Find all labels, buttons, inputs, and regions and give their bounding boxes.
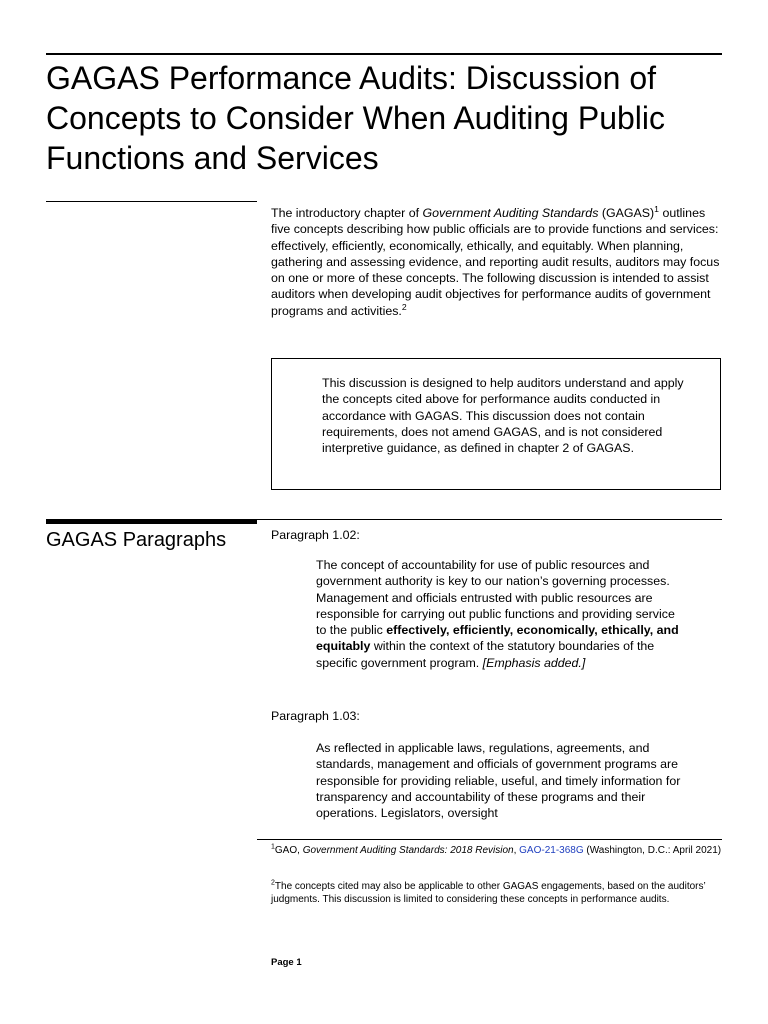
disclaimer-text: This discussion is designed to help auditors understand and apply the concepts cited above for performance audits conducted in accordance with GAGAS. This discussion does not contain requirements, does not amend GAGAS, and is not considered interpretive guidance, as defined in chapter 2 of GAGAS. <box>322 376 684 456</box>
disclaimer-callout-box <box>271 358 721 490</box>
section-thick-rule <box>46 519 257 524</box>
paragraph-quote-1-03: As reflected in applicable laws, regulations, agreements, and standards, management and officials of government programs are responsible for providing reliable, useful, and timely information for transparency and accountability of these programs and their operations. Legislators, oversight <box>316 741 681 821</box>
document-title: GAGAS Performance Audits: Discussion of Concepts to Consider When Auditing Public Functions and Services <box>46 60 666 176</box>
section-heading: GAGAS Paragraphs <box>46 529 227 551</box>
intro-text-start: The introductory chapter of <box>271 206 423 220</box>
quote-1-02-emphasis: effectively, efficiently, economically, ethically, and equitably <box>316 623 679 654</box>
footnote-2-number: 2 <box>271 879 275 887</box>
intro-italic-title: Government Auditing Standards <box>422 206 599 220</box>
section-top-rule <box>257 519 722 520</box>
intro-text-gagas: (GAGAS) <box>598 206 655 220</box>
intro-paragraph <box>271 205 726 319</box>
title-top-rule <box>46 53 722 55</box>
paragraph-label-1-03: Paragraph 1.03: <box>271 709 360 723</box>
footnote-1-text-after: (Washington, D.C.: April 2021) <box>583 845 722 856</box>
footnote-ref-2[interactable]: 2 <box>401 301 407 312</box>
footnote-1-number: 1 <box>271 843 275 851</box>
quote-1-02-emphasis-note: [Emphasis added.] <box>482 655 586 670</box>
footnote-2-text: The concepts cited may also be applicable to other GAGAS engagements, based on the auditors’ judgments. This discussion is limited to considering these concepts in performance audits. <box>271 881 706 905</box>
paragraph-quote-1-02 <box>316 557 686 671</box>
quote-1-02-text-after: within the context of the statutory boundaries of the specific government program. <box>316 639 655 670</box>
footnote-rule <box>257 839 722 840</box>
title-bottom-rule <box>46 201 257 202</box>
footnote-1-title: Government Auditing Standards: 2018 Revision <box>302 845 514 856</box>
footnote-2 <box>271 881 726 906</box>
footnote-1-text: GAO, <box>274 845 303 856</box>
footnote-1 <box>271 845 726 858</box>
page-number: Page 1 <box>271 957 302 968</box>
footnote-1-report-link[interactable]: GAO-21-368G <box>519 845 584 856</box>
footnote-ref-1[interactable]: 1 <box>654 203 659 214</box>
paragraph-label-1-02: Paragraph 1.02: <box>271 528 360 542</box>
intro-text-body: outlines five concepts describing how public officials are to provide functions and services: effectively, efficiently, economically, ethically, and equitably. When planning, gathering and assessing evidence, and reporting audit results, auditors may focus on one or more of these concepts. The following discussion is intended to assist auditors when developing audit objectives for performance audits of government programs and activities. <box>271 206 720 318</box>
footnote-1-separator: , <box>513 845 520 856</box>
quote-1-02-text: The concept of accountability for use of public resources and government authority is key to our nation’s governing processes. Management and officials entrusted with public resources are responsible for carrying out public functions and providing service to the public <box>316 558 675 638</box>
